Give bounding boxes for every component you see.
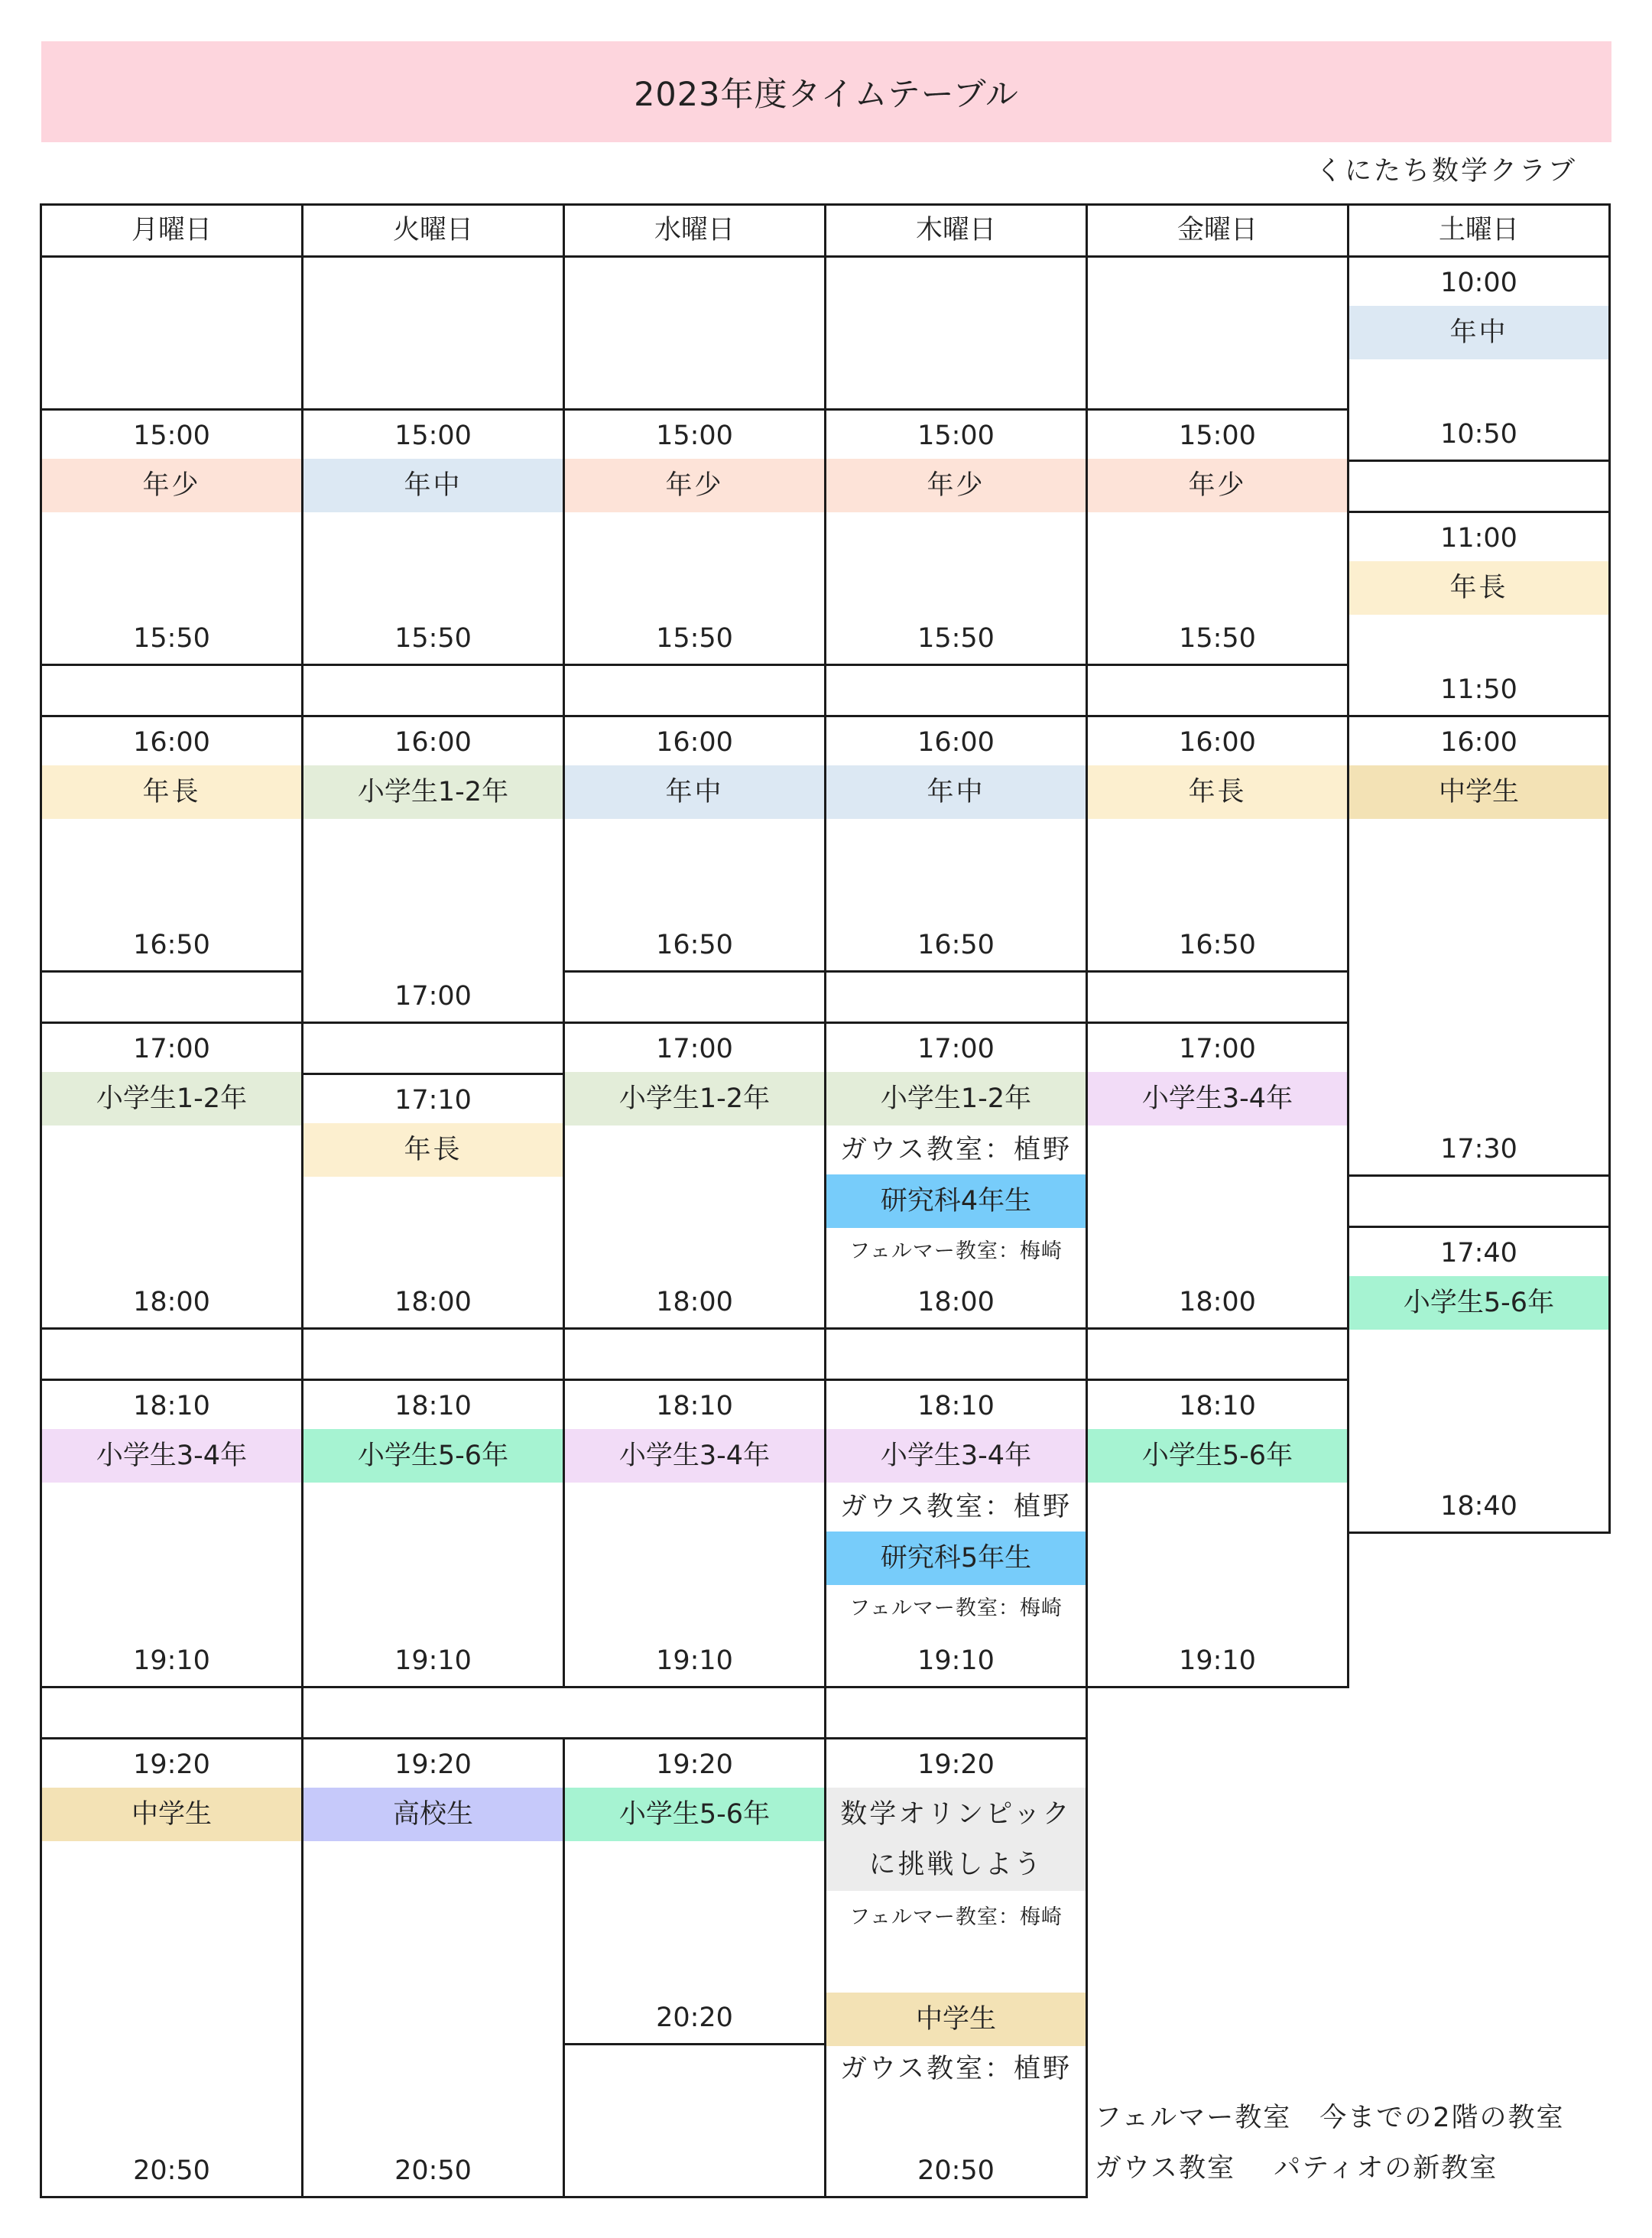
break-cell [563,1327,826,1381]
class-name: 中学生 [131,1799,212,1830]
class-name: 年中 [404,470,462,501]
class-name: 小学生1-2年 [618,1083,771,1114]
end-time: 16:50 [917,930,995,960]
start-time: 16:00 [917,727,995,758]
start-time: 17:00 [1179,1034,1256,1064]
class-name-2: 研究科5年生 [880,1543,1032,1574]
class-name: 高校生 [392,1799,473,1830]
day-header-sat: 土曜日 [1438,215,1519,245]
break-cell [40,1327,303,1381]
start-time: 10:00 [1440,268,1517,298]
end-time: 10:50 [1440,419,1517,450]
end-time: 17:00 [394,981,472,1012]
class-name: 年少 [142,470,201,501]
start-time: 19:20 [917,1749,995,1780]
break-cell [1347,1174,1611,1228]
end-time: 16:50 [656,930,733,960]
class-name: 小学生1-2年 [357,777,509,807]
end-time: 11:50 [1440,674,1517,705]
class-name: 小学生3-4年 [880,1441,1032,1471]
class-name: 小学生3-4年 [96,1441,248,1471]
class-name: 小学生3-4年 [618,1441,771,1471]
organization-name: くにたち数学クラブ [1315,156,1577,187]
start-time: 15:00 [656,421,733,451]
break-cell [301,1327,565,1381]
empty-cell [563,255,826,411]
start-time: 17:00 [133,1034,210,1064]
class-name: 小学生1-2年 [880,1083,1032,1114]
end-time: 19:10 [394,1645,472,1676]
day-header-tue: 火曜日 [392,215,473,245]
start-time: 16:00 [1179,727,1256,758]
end-time: 16:50 [1179,930,1256,960]
class-name-2: 研究科4年生 [880,1186,1032,1216]
start-time: 15:00 [133,421,210,451]
class-name: 年中 [1449,317,1508,348]
class-name: 年少 [665,470,724,501]
start-time: 17:00 [656,1034,733,1064]
start-time: 16:00 [133,727,210,758]
empty-cell [1086,255,1349,411]
break-cell [1347,460,1611,513]
start-time: 17:10 [394,1085,472,1116]
start-time: 18:10 [917,1391,995,1421]
page-title: 2023年度タイムテーブル [634,75,1019,114]
end-time: 17:30 [1440,1134,1517,1164]
end-time: 18:00 [1179,1287,1256,1317]
end-time: 15:50 [917,623,995,654]
start-time: 18:10 [394,1391,472,1421]
class-name-line2: に挑戦しよう [868,1850,1043,1880]
empty-cell [563,2043,826,2198]
day-header-thu: 木曜日 [915,215,996,245]
end-time: 18:00 [133,1287,210,1317]
start-time: 15:00 [394,421,472,451]
break-cell [40,664,303,717]
end-time: 15:50 [394,623,472,654]
start-time: 15:00 [917,421,995,451]
end-time: 19:10 [656,1645,733,1676]
end-time: 18:00 [656,1287,733,1317]
break-cell [824,970,1088,1024]
start-time: 16:00 [1440,727,1517,758]
day-header-mon: 月曜日 [131,215,212,245]
legend-fermat: フェルマー教室 今までの2階の教室 [1095,2103,1565,2133]
class-name: 年長 [1188,777,1247,807]
start-time: 19:20 [133,1749,210,1780]
legend-gauss: ガウス教室 パティオの新教室 [1095,2153,1498,2184]
empty-cell [40,255,303,411]
break-cell [824,1327,1088,1381]
room-label: ガウス教室：植野 [840,1492,1072,1522]
break-cell [563,970,826,1024]
class-name: 小学生5-6年 [618,1799,771,1830]
start-time: 16:00 [394,727,472,758]
break-cell [1086,970,1349,1024]
room-label-2: ガウス教室：植野 [840,2054,1072,2084]
end-time: 18:00 [394,1287,472,1317]
break-cell [40,970,303,1024]
class-name: 年長 [404,1135,462,1165]
title-banner [41,41,1611,142]
end-time: 20:50 [917,2155,995,2186]
end-time: 20:20 [656,2003,733,2033]
room-label-2: フェルマー教室：梅崎 [849,1239,1063,1263]
end-time: 19:10 [1179,1645,1256,1676]
break-cell [824,664,1088,717]
class-name: 中学生 [1438,777,1519,807]
break-cell [1086,1327,1349,1381]
class-name: 小学生5-6年 [1403,1288,1555,1318]
class-name: 小学生1-2年 [96,1083,248,1114]
break-cell [1086,664,1349,717]
end-time: 16:50 [133,930,210,960]
class-name: 年中 [665,777,724,807]
class-name: 小学生5-6年 [1141,1441,1293,1471]
end-time: 20:50 [394,2155,472,2186]
start-time: 18:10 [656,1391,733,1421]
class-name-2: 中学生 [915,2004,996,2035]
start-time: 17:00 [917,1034,995,1064]
class-name: 年少 [927,470,985,501]
break-cell [824,1686,1088,1739]
start-time: 15:00 [1179,421,1256,451]
end-time: 18:40 [1440,1491,1517,1522]
day-header-wed: 水曜日 [654,215,735,245]
break-cell [301,1686,826,1739]
end-time: 19:10 [917,1645,995,1676]
start-time: 11:00 [1440,523,1517,554]
class-name: 年長 [1449,573,1508,603]
end-time: 20:50 [133,2155,210,2186]
start-time: 19:20 [394,1749,472,1780]
start-time: 18:10 [1179,1391,1256,1421]
start-time: 19:20 [656,1749,733,1780]
break-cell [301,664,565,717]
break-cell [301,1022,565,1075]
empty-cell [301,255,565,411]
class-name: 年少 [1188,470,1247,501]
room-label-2: フェルマー教室：梅崎 [849,1596,1063,1620]
class-name: 小学生5-6年 [357,1441,509,1471]
room-label: ガウス教室：植野 [840,1135,1072,1165]
day-header-fri: 金曜日 [1177,215,1258,245]
class-name: 小学生3-4年 [1141,1083,1293,1114]
end-time: 15:50 [133,623,210,654]
class-name: 年長 [142,777,201,807]
empty-cell [824,255,1088,411]
end-time: 15:50 [1179,623,1256,654]
break-cell [40,1686,303,1739]
start-time: 17:40 [1440,1238,1517,1268]
end-time: 15:50 [656,623,733,654]
class-name: 年中 [927,777,985,807]
class-name: 数学オリンピック [840,1799,1072,1830]
end-time: 19:10 [133,1645,210,1676]
start-time: 18:10 [133,1391,210,1421]
break-cell [563,664,826,717]
room-label: フェルマー教室：梅崎 [849,1905,1063,1929]
start-time: 16:00 [656,727,733,758]
end-time: 18:00 [917,1287,995,1317]
